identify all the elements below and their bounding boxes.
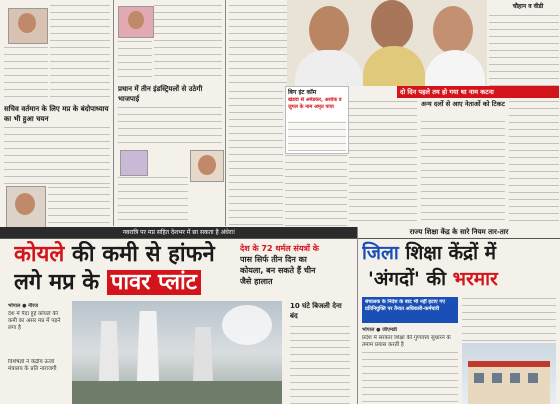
small-photo <box>120 150 148 176</box>
coal-subhead <box>240 243 356 287</box>
sub-number: 72 <box>261 244 273 253</box>
power-plant-highlight: पावर प्लांट <box>107 270 201 295</box>
sub-rest: थर्मल संयत्रों के <box>272 244 319 253</box>
headline-secretary: सचिव वर्तमान के लिए मप्र के बंदोपाध्याय का भी हुआ चयन <box>4 105 109 123</box>
top-left-column <box>0 0 112 228</box>
zila-headline-line2 <box>368 267 558 292</box>
corner-name: चौहान व वीडी <box>512 3 544 10</box>
inset-title: बिग इंट कॉम <box>288 89 317 96</box>
zila-word: जिला <box>362 242 399 264</box>
top-middle-column <box>116 0 224 228</box>
coal-word: कोयले <box>14 242 65 267</box>
coal-lead: देश में पैदा हुई कोयले की कमी का असर मप्र में पड़ने लगा है <box>8 311 61 331</box>
power-plant-photo <box>72 301 282 404</box>
zila-lead: प्रदेश में सरकार शिक्षा की गुणवत्ता सुधारने के तमाम प्रयास करती है <box>362 335 451 348</box>
official-photo <box>6 186 46 228</box>
mp-text: लगे मप्र के <box>14 270 107 295</box>
inset-subtitle: खंडवा से अमेडकर, अशोक व जुगल के नाम अमृत पाया <box>288 97 342 110</box>
coal-story <box>0 239 356 404</box>
building-photo <box>462 343 556 404</box>
sub-line2: पास सिर्फ तीन दिन का <box>240 255 307 264</box>
coal-rest: की कमी से हांफने <box>64 242 215 267</box>
red-bar-headline: दो दिन पहले तय हो गया था नाम कटना <box>397 86 559 98</box>
coal-box-headline: 10 घंटे बिजली देना बंद <box>290 302 342 320</box>
top-right-section <box>227 0 560 228</box>
zila-headline-line1 <box>362 241 558 266</box>
portrait-photo <box>8 8 48 44</box>
sub-line3: कोयला, बन सकते हैं चीन <box>240 266 316 275</box>
zila-byline: भोपाल ● जीएमडी <box>362 327 397 333</box>
leader-photo <box>190 150 224 182</box>
shiksha-text: शिक्षा केंद्रों में <box>398 242 497 264</box>
politicians-photo <box>287 0 487 86</box>
headline-industrial: प्रधान में तीन इंडस्ट्रियलों से उठेगी भाजपाई <box>118 85 203 103</box>
side-heading: अन्य दलों से आए नेताओं को टिकट <box>421 100 505 108</box>
zila-kicker: राज्य शिक्षा केंद्र के सारे नियम तार-तार <box>409 228 509 236</box>
bharmar-text: भरमार <box>452 268 498 290</box>
strip <box>0 227 358 238</box>
woman-photo <box>118 6 154 38</box>
coal-box <box>286 301 352 404</box>
zila-blue-box-text: संचालक के निर्देश के बाद भी नहीं हटाए गए प्रतिनियुक्ति पर तैनात अधिकारी-कर्मचारी <box>365 299 445 312</box>
strip-text: नवरात्रि पर मप्र सहित देशभर में छा सकता है अंधेरा! <box>122 229 236 236</box>
ki-text: की <box>419 268 453 290</box>
coal-lead2: विशेषज्ञों ने केंद्रीय ऊर्जा मंत्रालय के प्रति नाराजगी <box>8 359 57 372</box>
zila-blue-box <box>362 297 458 323</box>
sub-prefix: देश के <box>240 244 262 253</box>
coal-byline: भोपाल ● नीरज <box>8 303 39 309</box>
coal-headline-line1 <box>14 241 244 269</box>
inset-newspaper <box>285 86 349 154</box>
sub-line4: जैसे हालात <box>240 277 273 286</box>
zila-story <box>358 227 560 404</box>
angad-text: 'अंगदों' <box>368 268 420 290</box>
coal-headline-line2 <box>14 269 244 297</box>
